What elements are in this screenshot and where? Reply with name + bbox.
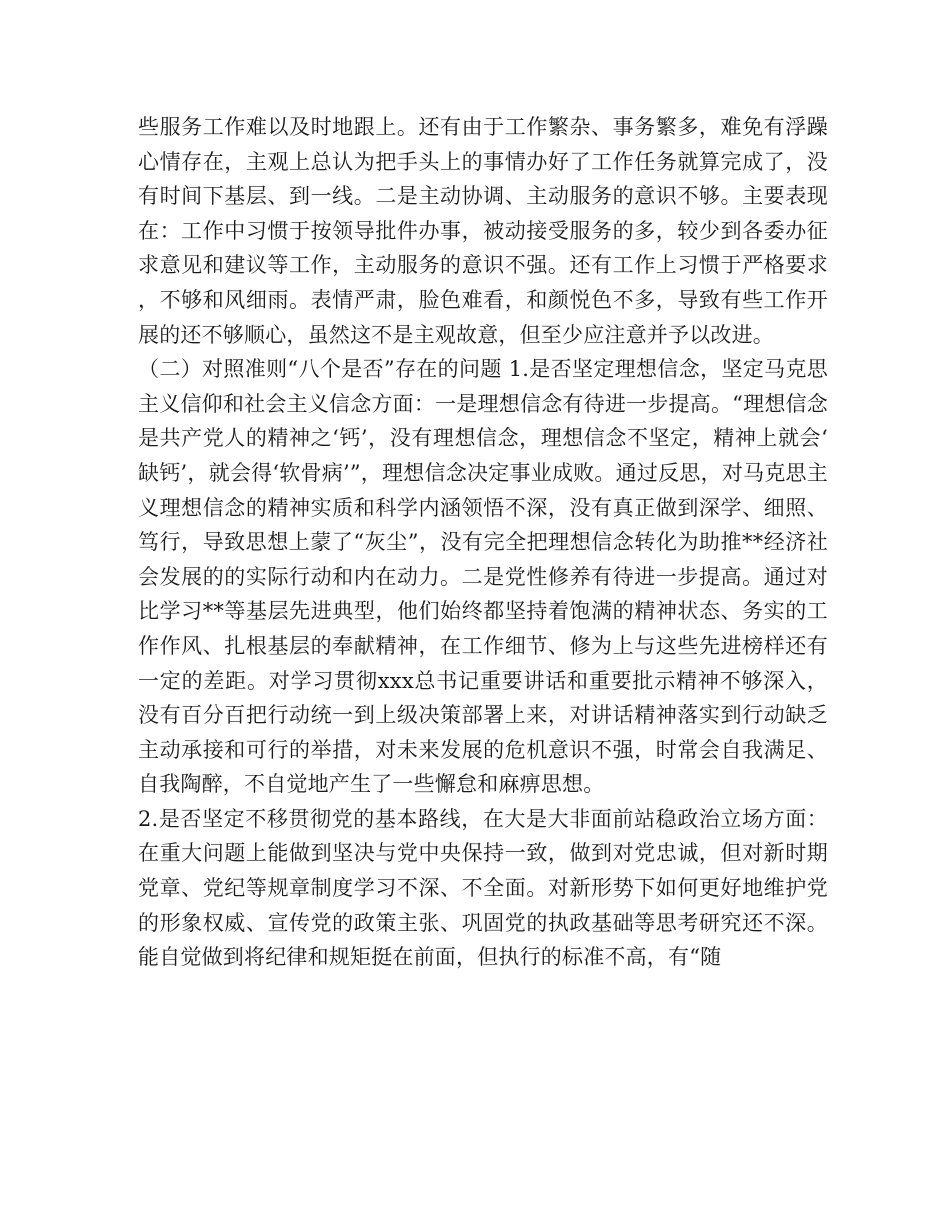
paragraph-eight-whether-issues: （二）对照准则“八个是否”存在的问题 1.是否坚定理想信念，坚定马克思主义信仰和社会主义信念方面：一是理想信念有待进一步提高。“理想信念是共产党人的精神之‘钙’，没有理想信念，理想信念不坚定，精神上就会‘缺钙’，就会得‘软骨病’”，理想信念决定事业成败。通过反思，对马克思主义理想信念的精神实质和科学内涵领悟不深，没有真正做到深学、细照、笃行，导致思想上蒙了“灰尘”，没有完全把理想信念转化为助推**经济社会发展的的实际行动和内在动力。二是党性修养有待进一步提高。通过对比学习**等基层先进典型，他们始终都坚持着饱满的精神状态、务实的工作作风、扎根基层的奉献精神，在工作细节、修为上与这些先进榜样还有一定的差距。对学习贯彻xxx总书记重要讲话和重要批示精神不够深入，没有百分百把行动统一到上级决策部署上来，对讲话精神落实到行动缺乏主动承接和可行的举措，对未来发展的危机意识不强，时常会自我满足、自我陶醉，不自觉地产生了一些懈怠和麻痹思想。 xyxy=(138,357,828,797)
paragraph-service-work: 些服务工作难以及时地跟上。还有由于工作繁杂、事务繁多，难免有浮躁心情存在，主观上总认为把手头上的事情办好了工作任务就算完成了，没有时间下基层、到一线。二是主动协调、主动服务的意识不够。主要表现在：工作中习惯于按领导批件办事，被动接受服务的多，较少到各委办征求意见和建议等工作，主动服务的意识不强。还有工作上习惯于严格要求，不够和风细雨。表情严肃，脸色难看，和颜悦色不多，导致有些工作开展的还不够顺心，虽然这不是主观故意，但至少应注意并予以改进。 xyxy=(138,115,828,347)
paragraph-party-basic-line: 2.是否坚定不移贯彻党的基本路线，在大是大非面前站稳政治立场方面：在重大问题上能做到坚决与党中央保持一致，做到对党忠诚，但对新时期党章、党纪等规章制度学习不深、不全面。对新形势下如何更好地维护党的形象权威、宣传党的政策主张、巩固党的执政基础等思考研究还不深。能自觉做到将纪律和规矩挺在前面，但执行的标准不高，有“随 xyxy=(138,806,828,970)
document-body xyxy=(138,110,828,975)
